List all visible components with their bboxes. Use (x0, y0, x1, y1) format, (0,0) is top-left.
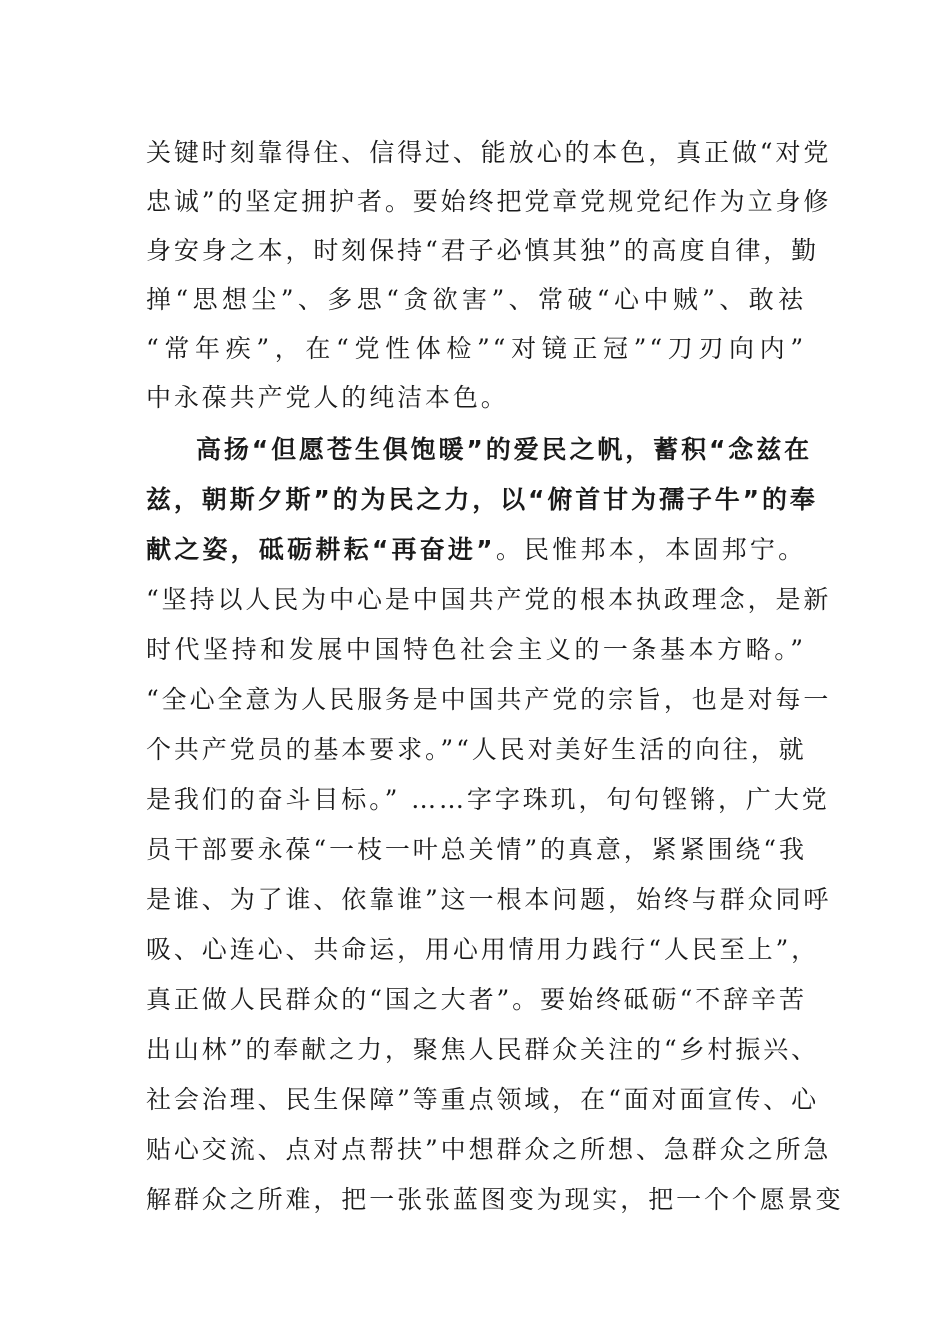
paragraph-line: 时代坚持和发展中国特色社会主义的一条基本方略。” (146, 635, 806, 664)
paragraph-line: 个共产党员的基本要求。”“人民对美好生活的向往，就 (146, 735, 807, 764)
paragraph-line: 解群众之所难，把一张张蓝图变为现实，把一个个愿景变 (146, 1185, 844, 1214)
paragraph-line: 是我们的奋斗目标。” ……字字珠玑，句句铿锵，广大党 (146, 785, 830, 814)
paragraph-line: 员干部要永葆“一枝一叶总关情”的真意，紧紧围绕“我 (146, 835, 807, 864)
paragraph-line: 贴心交流、点对点帮扶”中想群众之所想、急群众之所急 (146, 1135, 832, 1164)
paragraph-line: 吸、心连心、共命运，用心用情用力践行“人民至上”， (146, 935, 820, 964)
paragraph-line: 身安身之本，时刻保持“君子必慎其独”的高度自律，勤 (146, 236, 820, 265)
paragraph-line: “常年疾”，在“党性体检”“对镜正冠”“刀刃向内” (146, 334, 806, 363)
paragraph-line: 社会治理、民生保障”等重点领域，在“面对面宣传、心 (146, 1085, 820, 1114)
bold-lead-line: 高扬“但愿苍生俱饱暖”的爱民之帆，蓄积“念兹在 (196, 435, 812, 464)
paragraph-line: 真正做人民群众的“国之大者”。要始终砥砺“不辞辛苦 (146, 985, 807, 1014)
paragraph-line: 关键时刻靠得住、信得过、能放心的本色，真正做“对党 (146, 138, 832, 167)
paragraph-line: 忠诚”的坚定拥护者。要始终把党章党规党纪作为立身修 (146, 187, 832, 216)
bold-lead-fragment: 献之姿，砥砺耕耘“再奋进” (146, 535, 496, 564)
paragraph-line: “坚持以人民为中心是中国共产党的根本执政理念，是新 (146, 585, 832, 614)
paragraph-line: 掸“思想尘”、多思“贪欲害”、常破“心中贼”、敢祛 (146, 285, 806, 314)
paragraph-line: 出山林”的奉献之力，聚焦人民群众关注的“乡村振兴、 (146, 1035, 820, 1064)
paragraph-line: 中永葆共产党人的纯洁本色。 (146, 383, 509, 412)
normal-fragment: 。民惟邦本，本固邦宁。 (495, 535, 807, 564)
paragraph-line: “全心全意为人民服务是中国共产党的宗旨，也是对每一 (146, 685, 832, 714)
mixed-line (146, 530, 806, 570)
paragraph-line: 是谁、为了谁、依靠谁”这一根本问题，始终与群众同呼 (146, 885, 832, 914)
bold-lead-line: 兹，朝斯夕斯”的为民之力，以“俯首甘为孺子牛”的奉 (146, 485, 818, 514)
